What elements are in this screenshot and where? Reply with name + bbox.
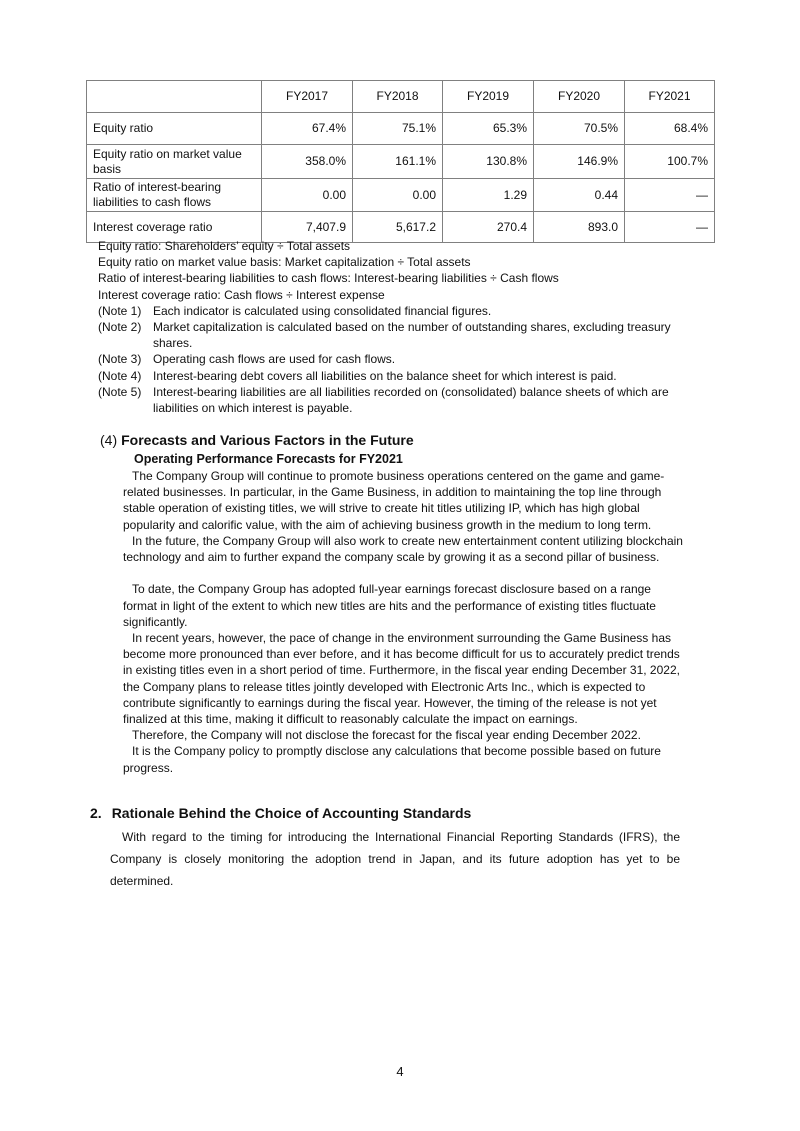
page-number: 4 xyxy=(396,1064,404,1079)
section-body xyxy=(110,826,680,892)
section-heading xyxy=(100,431,414,449)
table-notes xyxy=(98,238,698,416)
table-cell: 75.1% xyxy=(353,113,443,145)
definition-line: Equity ratio: Shareholders’ equity ÷ Total assets xyxy=(98,239,351,253)
table-cell: 70.5% xyxy=(534,113,625,145)
paragraph: It is the Company policy to promptly disclose any calculations that become possible based on future progress. xyxy=(123,744,661,775)
paragraph: In recent years, however, the pace of change in the environment surrounding the Game Business has become more pronounced than ever before, and it has become difficult for us to accurately predict trends in existing titles even in a short period of time. Furthermore, in the fiscal year ending December 31, 2022, the Company plans to release titles jointly developed with Electronic Arts Inc., which is expected to contribute significantly to earnings during the fiscal year. However, the timing of the release is not yet finalized at this time, making it difficult to reasonably calculate the impact on earnings. xyxy=(123,631,680,727)
table-cell: 5,617.2 xyxy=(353,212,443,243)
note-text: Market capitalization is calculated based on the number of outstanding shares, excluding treasury shares. xyxy=(153,319,671,351)
definition-line: Equity ratio on market value basis: Market capitalization ÷ Total assets xyxy=(98,255,471,270)
row-label: Equity ratio xyxy=(87,113,262,145)
row-label: Equity ratio on market value basis xyxy=(87,145,262,179)
section-title: Forecasts and Various Factors in the Future xyxy=(121,432,414,448)
table-header-cell xyxy=(87,81,262,113)
definition-line: Interest coverage ratio: Cash flows ÷ Interest expense xyxy=(98,287,385,302)
note-text: Operating cash flows are used for cash flows. xyxy=(153,352,396,367)
note-text: Interest-bearing debt covers all liabilities on the balance sheet for which interest is paid. xyxy=(153,368,617,383)
table-cell: 893.0 xyxy=(534,212,625,243)
section-number: (4) xyxy=(100,432,118,448)
table-cell: 7,407.9 xyxy=(262,212,353,243)
paragraph: Therefore, the Company will not disclose the forecast for the fiscal year ending December 2022. xyxy=(132,728,641,743)
table-header-cell: FY2021 xyxy=(625,81,715,113)
note-text: Interest-bearing liabilities are all liabilities recorded on (consolidated) balance sheets of which are liabilities on which interest is payable. xyxy=(153,384,669,415)
table-cell: 65.3% xyxy=(443,113,534,145)
table-cell: 146.9% xyxy=(534,145,625,179)
note-item xyxy=(98,351,698,367)
note-item xyxy=(98,303,698,319)
table-cell: 270.4 xyxy=(443,212,534,243)
note-item xyxy=(98,368,698,384)
definition-line: Ratio of interest-bearing liabilities to cash flows: Interest-bearing liabilities ÷ Cash flows xyxy=(98,271,559,286)
note-tag: (Note 2) xyxy=(98,319,142,334)
table-header-cell: FY2017 xyxy=(262,81,353,113)
row-label: Interest coverage ratio xyxy=(87,212,262,243)
paragraph: With regard to the timing for introducing the International Financial Reporting Standards (IFRS), the Company is closely monitoring the adoption trend in Japan, and its future adoption has yet to be determined. xyxy=(110,830,680,888)
table-cell: 358.0% xyxy=(262,145,353,179)
note-tag: (Note 1) xyxy=(98,303,142,318)
table-cell: 130.8% xyxy=(443,145,534,179)
section-title: Rationale Behind the Choice of Accounting Standards xyxy=(111,805,472,821)
table-header-cell: FY2018 xyxy=(353,81,443,113)
table-cell: 1.29 xyxy=(443,179,534,212)
section-body xyxy=(123,468,688,776)
note-tag: (Note 5) xyxy=(98,384,142,399)
note-item xyxy=(98,384,698,416)
table-header-cell: FY2020 xyxy=(534,81,625,113)
paragraph: To date, the Company Group has adopted full-year earnings forecast disclosure based on a range format in light of the extent to which new titles are hits and the performance of existing titles fluctuate significantly. xyxy=(123,582,656,629)
financial-ratios-table xyxy=(86,80,715,243)
table-header-cell: FY2019 xyxy=(443,81,534,113)
row-label: Ratio of interest-bearing liabilities to cash flows xyxy=(87,179,262,212)
note-item xyxy=(98,319,698,351)
table-cell: 68.4% xyxy=(625,113,715,145)
table-cell: 0.44 xyxy=(534,179,625,212)
note-text: Each indicator is calculated using consolidated financial figures. xyxy=(153,303,492,318)
subsection-title: Operating Performance Forecasts for FY2021 xyxy=(134,452,403,466)
paragraph: The Company Group will continue to promote business operations centered on the game and game-related businesses. In particular, in the Game Business, in addition to maintaining the top line through stable operation of existing titles, we will strive to create hit titles utilizing IP, which has high global popularity and calorific value, with the aim of achieving business growth in the medium to long term. xyxy=(123,469,665,532)
section-heading xyxy=(90,804,471,822)
table-cell: — xyxy=(625,179,715,212)
note-tag: (Note 4) xyxy=(98,368,142,383)
table-cell: 161.1% xyxy=(353,145,443,179)
table-cell: — xyxy=(625,212,715,243)
table-cell: 67.4% xyxy=(262,113,353,145)
table-cell: 0.00 xyxy=(353,179,443,212)
paragraph: In the future, the Company Group will also work to create new entertainment content utilizing blockchain technology and aim to further expand the company scale by growing it as a second pillar of business. xyxy=(123,533,683,565)
table-row xyxy=(87,145,715,179)
section-number: 2. xyxy=(90,805,102,821)
table-cell: 100.7% xyxy=(625,145,715,179)
table-cell: 0.00 xyxy=(262,179,353,212)
table-header-row xyxy=(87,81,715,113)
table-row xyxy=(87,179,715,212)
note-tag: (Note 3) xyxy=(98,352,142,367)
table-row xyxy=(87,113,715,145)
